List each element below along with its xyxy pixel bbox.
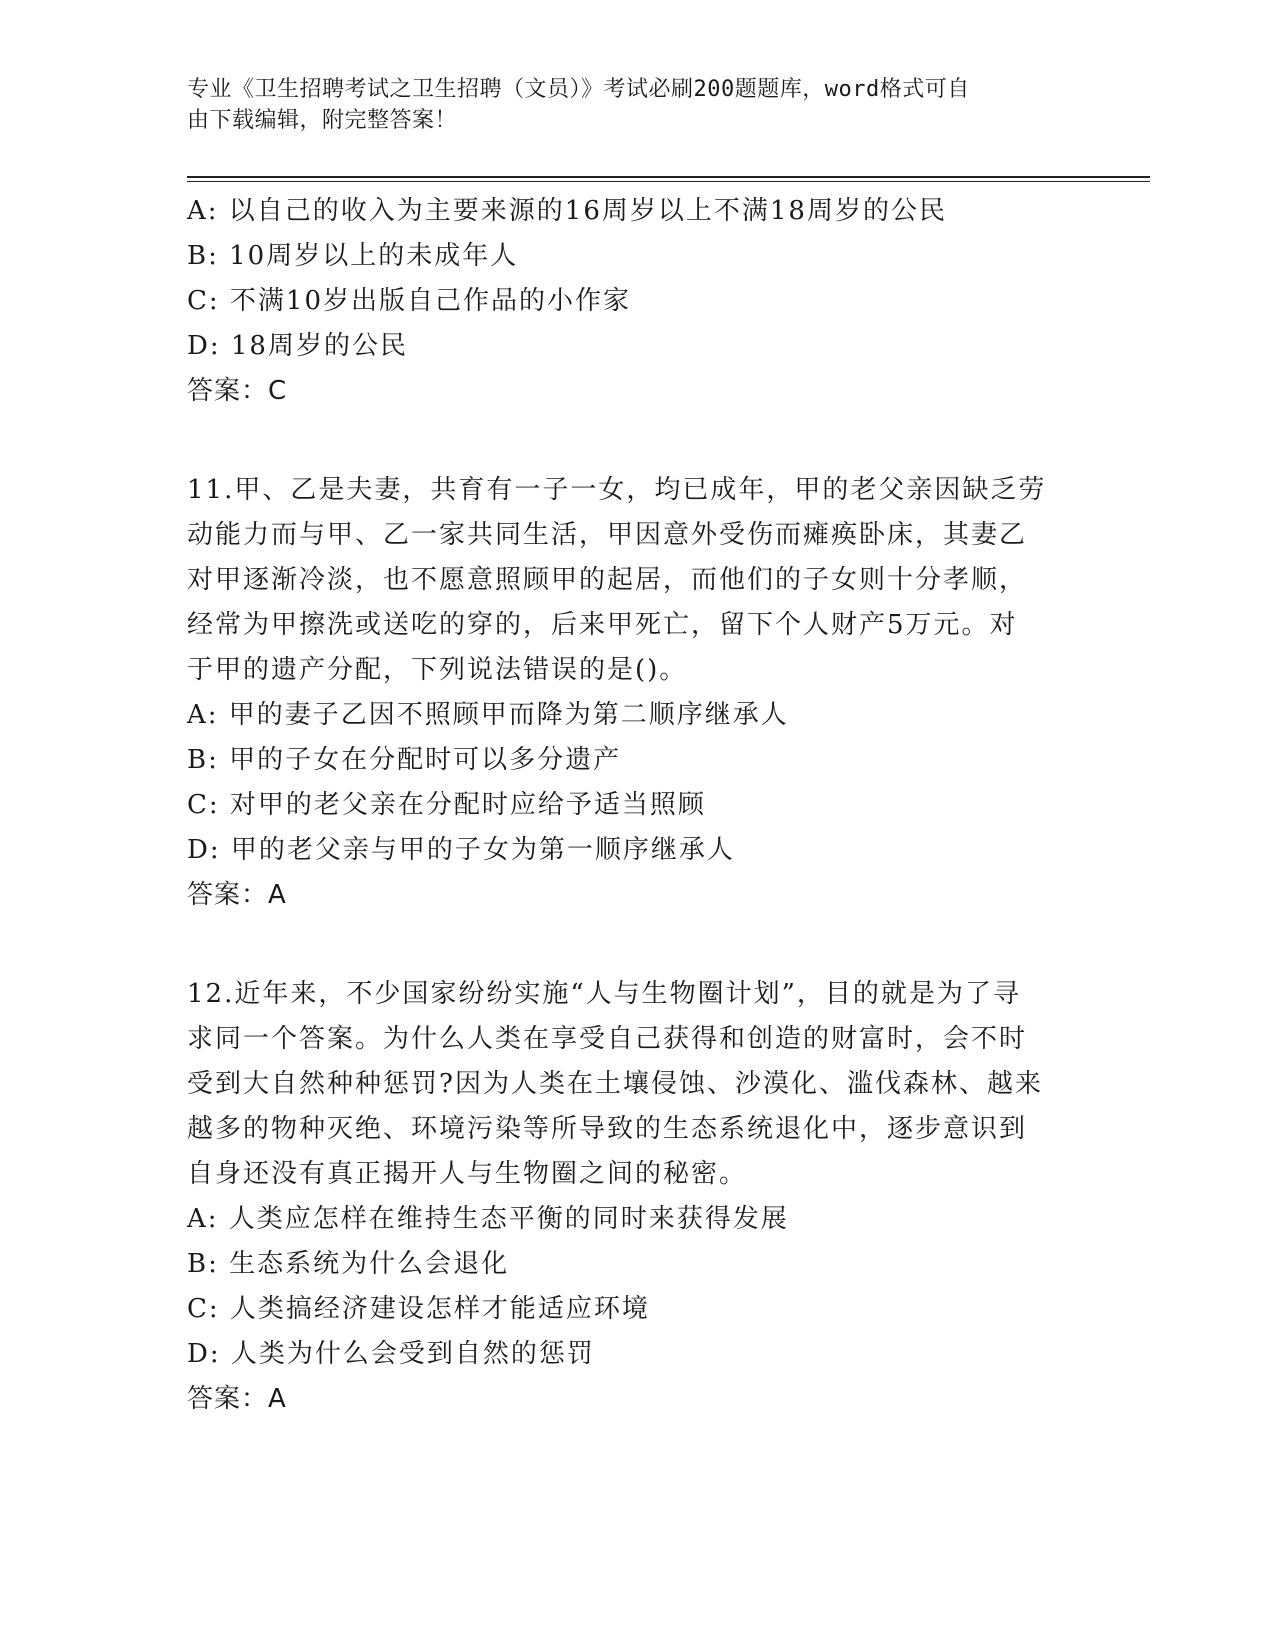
option-c: C: 不满10岁出版自己作品的小作家 (187, 286, 632, 316)
option-d: D: 甲的老父亲与甲的子女为第一顺序继承人 (187, 835, 735, 865)
header-line-1: 专业《卫生招聘考试之卫生招聘（文员）》考试必刷200题题库，word格式可自 (187, 77, 970, 102)
question-stem-line: 11.甲、乙是夫妻，共育有一子一女，均已成年，甲的老父亲因缺乏劳 (187, 475, 1047, 505)
spacer (187, 414, 1067, 468)
question-10 (187, 189, 1067, 414)
option-b: B: 甲的子女在分配时可以多分遗产 (187, 745, 622, 775)
question-stem-line: 求同一个答案。为什么人类在享受自己获得和创造的财富时，会不时 (187, 1024, 1028, 1054)
question-stem-line: 自身还没有真正揭开人与生物圈之间的秘密。 (187, 1159, 748, 1189)
document-body (187, 189, 1067, 1422)
header-rule-thin (187, 181, 1150, 182)
question-stem-line: 经常为甲擦洗或送吃的穿的，后来甲死亡，留下个人财产5万元。对 (187, 610, 1018, 640)
option-b: B: 生态系统为什么会退化 (187, 1249, 510, 1279)
question-stem-line: 12.近年来，不少国家纷纷实施“人与生物圈计划”，目的就是为了寻 (187, 979, 1021, 1009)
question-stem-line: 受到大自然种种惩罚?因为人类在土壤侵蚀、沙漠化、滥伐森林、越来 (187, 1069, 1043, 1099)
option-c: C: 人类搞经济建设怎样才能适应环境 (187, 1294, 650, 1324)
question-stem-line: 对甲逐渐冷淡，也不愿意照顾甲的起居，而他们的子女则十分孝顺， (187, 565, 1028, 595)
spacer (187, 918, 1067, 972)
header-line-2: 由下载编辑，附完整答案！ (187, 108, 458, 133)
option-a: A: 甲的妻子乙因不照顾甲而降为第二顺序继承人 (187, 700, 789, 730)
question-11 (187, 468, 1067, 918)
option-a: A: 人类应怎样在维持生态平衡的同时来获得发展 (187, 1204, 789, 1234)
question-stem-line: 于甲的遗产分配，下列说法错误的是()。 (187, 655, 688, 685)
question-stem-line: 越多的物种灭绝、环境污染等所导致的生态系统退化中，逐步意识到 (187, 1114, 1028, 1144)
option-a: A: 以自己的收入为主要来源的16周岁以上不满18周岁的公民 (187, 196, 947, 226)
option-d: D: 人类为什么会受到自然的惩罚 (187, 1339, 595, 1369)
option-d: D: 18周岁的公民 (187, 331, 408, 361)
question-stem-line: 动能力而与甲、乙一家共同生活，甲因意外受伤而瘫痪卧床，其妻乙 (187, 520, 1028, 550)
answer: 答案：A (187, 880, 287, 910)
document-header (187, 74, 1067, 136)
option-c: C: 对甲的老父亲在分配时应给予适当照顾 (187, 790, 706, 820)
question-12 (187, 972, 1067, 1422)
answer: 答案：C (187, 376, 288, 406)
answer: 答案：A (187, 1384, 287, 1414)
option-b: B: 10周岁以上的未成年人 (187, 241, 519, 271)
header-rule-thick (187, 176, 1150, 178)
